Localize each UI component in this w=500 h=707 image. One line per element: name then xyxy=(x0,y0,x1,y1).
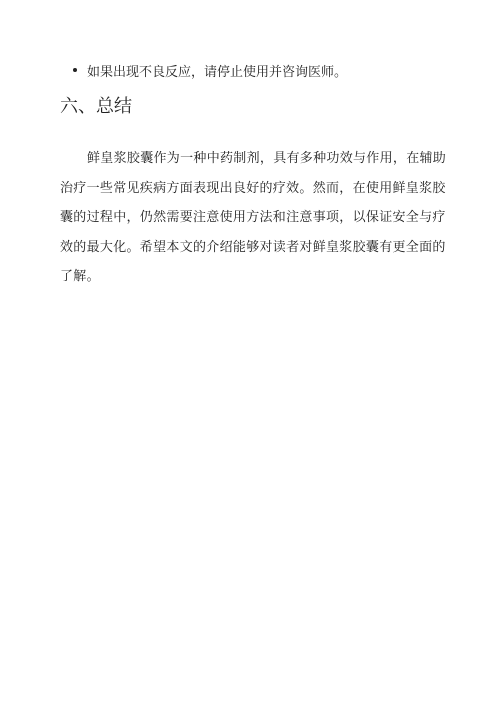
section-heading: 六、总结 xyxy=(60,96,132,117)
bullet-text: 如果出现不良反应，请停止使用并咨询医师。 xyxy=(87,64,348,80)
paragraph-line: 囊的过程中，仍然需要注意使用方法和注意事项，以保证安全与疗 xyxy=(60,210,446,225)
summary-paragraph xyxy=(60,144,447,292)
bullet-icon xyxy=(73,68,77,72)
paragraph-line: 鲜皇浆胶囊作为一种中药制剂，具有多种功效与作用，在辅助 xyxy=(87,151,447,166)
bullet-list-item xyxy=(73,60,453,80)
paragraph-line: 了解。 xyxy=(60,269,100,284)
paragraph-line: 效的最大化。希望本文的介绍能够对读者对鲜皇浆胶囊有更全面的 xyxy=(60,239,446,255)
paragraph-line: 治疗一些常见疾病方面表现出良好的疗效。然而，在使用鲜皇浆胶 xyxy=(60,180,446,196)
